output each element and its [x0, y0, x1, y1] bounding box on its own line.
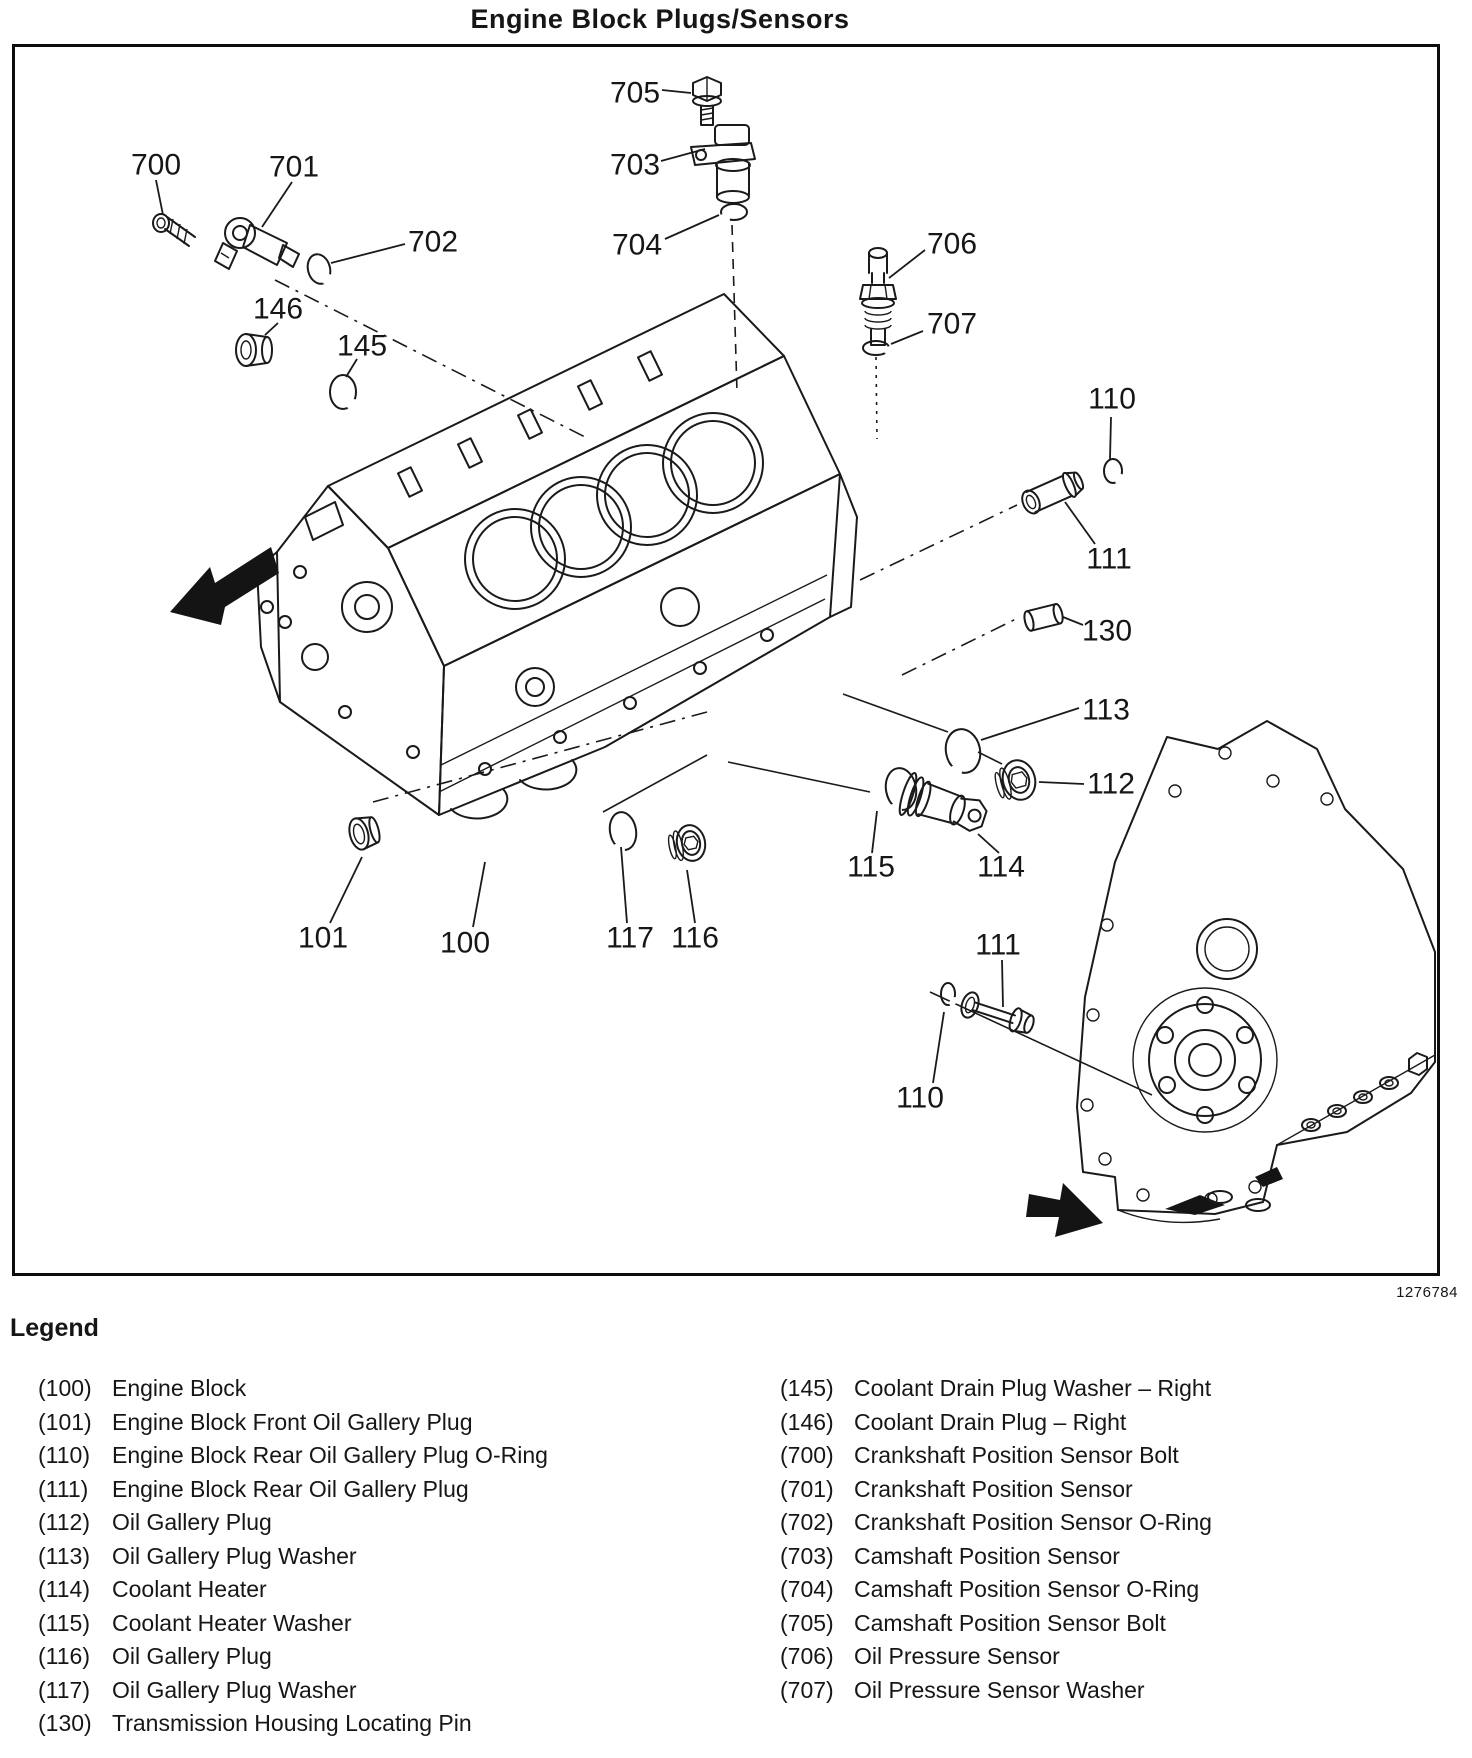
legend-item-name: Oil Gallery Plug: [112, 1509, 272, 1536]
legend-item-name: Engine Block Front Oil Gallery Plug: [112, 1408, 473, 1435]
legend-item-name: Camshaft Position Sensor Bolt: [854, 1609, 1166, 1636]
legend-item-number: (115): [38, 1609, 90, 1636]
part-112-oil-gallery-plug: [992, 757, 1040, 806]
legend-item-117: [38, 1674, 548, 1708]
callout-label-706: 706: [926, 227, 978, 261]
page-title: Engine Block Plugs/Sensors: [470, 4, 850, 34]
callout-leader-115: [872, 811, 877, 853]
legend-item-number: (700): [780, 1442, 834, 1469]
callout-leader-111: [1002, 960, 1003, 1007]
legend-item-name: Engine Block Rear Oil Gallery Plug O-Ring: [112, 1442, 548, 1469]
legend-item-name: Crankshaft Position Sensor Bolt: [854, 1442, 1179, 1469]
callout-leader-117: [621, 847, 627, 923]
callout-label-701: 701: [268, 150, 320, 184]
legend-item-130: [38, 1707, 548, 1741]
legend-item-name: Oil Pressure Sensor Washer: [854, 1676, 1145, 1703]
legend-item-number: (706): [780, 1643, 834, 1670]
legend-item-name: Crankshaft Position Sensor: [854, 1475, 1133, 1502]
part-703-camshaft-position-sensor: [691, 125, 755, 203]
part-706-oil-pressure-sensor: [860, 248, 896, 345]
callout-label-111: 111: [975, 928, 1021, 962]
legend-item-name: Coolant Drain Plug – Right: [854, 1408, 1127, 1435]
engine-block-drawing: [257, 294, 857, 818]
callout-leader-100: [473, 862, 485, 927]
legend-item-146: [780, 1406, 1212, 1440]
part-110-o-ring-upper: [1104, 459, 1122, 483]
callout-leader-704: [665, 215, 719, 239]
part-113-oil-gallery-plug-washer: [942, 726, 984, 776]
legend-item-name: Camshaft Position Sensor O-Ring: [854, 1576, 1200, 1603]
legend-item-number: (100): [38, 1375, 92, 1402]
legend-item-110: [38, 1439, 548, 1473]
legend-item-701: [780, 1473, 1212, 1507]
part-705-camshaft-sensor-bolt: [693, 77, 721, 125]
legend-item-704: [780, 1573, 1212, 1607]
part-101-front-oil-gallery-plug: [346, 813, 382, 851]
part-117-oil-gallery-plug-washer: [607, 810, 639, 852]
legend-item-name: Coolant Heater: [112, 1576, 267, 1603]
callout-label-116: 116: [671, 921, 719, 955]
legend-item-number: (113): [38, 1542, 90, 1569]
legend-item-707: [780, 1674, 1212, 1708]
legend-item-number: (703): [780, 1542, 834, 1569]
legend-item-number: (146): [780, 1408, 834, 1435]
callout-label-100: 100: [439, 926, 491, 960]
legend-item-number: (111): [38, 1475, 89, 1502]
callout-leader-130: [1063, 617, 1083, 625]
legend-item-number: (145): [780, 1375, 834, 1402]
callout-leader-110: [933, 1012, 944, 1083]
callout-label-110: 110: [896, 1081, 944, 1115]
legend-item-113: [38, 1540, 548, 1574]
callout-label-702: 702: [407, 225, 459, 259]
legend-item-number: (114): [38, 1576, 90, 1603]
legend-item-name: Camshaft Position Sensor: [854, 1542, 1120, 1569]
part-145-coolant-drain-plug-washer: [330, 375, 356, 409]
callout-leader-706: [889, 250, 925, 278]
callout-leader-101: [330, 857, 362, 923]
legend-item-114: [38, 1573, 548, 1607]
part-702-o-ring: [304, 252, 333, 287]
callout-label-700: 700: [130, 148, 182, 182]
legend-item-name: Engine Block: [112, 1375, 247, 1402]
legend-item-number: (702): [780, 1509, 834, 1536]
legend-item-number: (101): [38, 1408, 92, 1435]
legend-item-name: Coolant Heater Washer: [112, 1609, 352, 1636]
rear-direction-arrow: [1026, 1183, 1103, 1237]
legend-item-number: (130): [38, 1710, 92, 1737]
callout-layer: [131, 77, 1136, 1115]
callout-label-707: 707: [926, 307, 978, 341]
callout-label-115: 115: [847, 850, 895, 884]
legend-item-number: (112): [38, 1509, 90, 1536]
legend-item-name: Crankshaft Position Sensor O-Ring: [854, 1509, 1212, 1536]
part-116-oil-gallery-plug: [666, 822, 709, 865]
legend-item-name: Oil Gallery Plug Washer: [112, 1676, 357, 1703]
legend-item-name: Engine Block Rear Oil Gallery Plug: [112, 1475, 469, 1502]
part-111-rear-oil-gallery-plug-lower: [958, 990, 1036, 1038]
legend-item-115: [38, 1607, 548, 1641]
part-111-rear-oil-gallery-plug-upper: [1018, 468, 1086, 517]
legend-item-101: [38, 1406, 548, 1440]
callout-leader-702: [331, 244, 405, 263]
legend-item-number: (117): [38, 1676, 90, 1703]
part-707-oil-pressure-sensor-washer: [863, 341, 890, 355]
callout-label-703: 703: [609, 148, 661, 182]
callout-label-130: 130: [1081, 614, 1133, 648]
legend-item-name: Oil Gallery Plug Washer: [112, 1542, 357, 1569]
callout-label-111: 111: [1086, 542, 1132, 576]
part-130-locating-pin: [1023, 603, 1065, 632]
legend-column-right: [780, 1372, 1212, 1707]
legend-item-703: [780, 1540, 1212, 1574]
legend-item-number: (110): [38, 1442, 90, 1469]
part-704-o-ring: [721, 204, 747, 220]
callout-leader-707: [891, 331, 923, 344]
callout-leader-705: [662, 90, 691, 93]
figure-number: 1276784: [1396, 1284, 1458, 1301]
callout-label-110: 110: [1088, 382, 1136, 416]
callout-leader-113: [981, 708, 1079, 740]
engine-diagram: [15, 47, 1437, 1273]
callout-label-113: 113: [1082, 693, 1130, 727]
callout-leader-700: [156, 180, 163, 215]
legend-item-number: (704): [780, 1576, 834, 1603]
legend-item-706: [780, 1640, 1212, 1674]
diagram-frame: [12, 44, 1440, 1276]
legend-heading: Legend: [10, 1314, 99, 1342]
legend-item-100: [38, 1372, 548, 1406]
callout-label-112: 112: [1087, 767, 1135, 801]
legend-item-145: [780, 1372, 1212, 1406]
part-700-crankshaft-sensor-bolt: [153, 214, 195, 246]
legend-item-number: (116): [38, 1643, 90, 1670]
front-direction-arrow: [170, 547, 279, 625]
axis-lines: [275, 225, 1152, 1095]
callout-label-705: 705: [609, 76, 661, 110]
callout-label-145: 145: [336, 329, 388, 363]
legend-item-name: Coolant Drain Plug Washer – Right: [854, 1375, 1212, 1402]
legend-item-112: [38, 1506, 548, 1540]
legend-item-number: (707): [780, 1676, 834, 1703]
callout-label-704: 704: [611, 228, 663, 262]
legend-item-702: [780, 1506, 1212, 1540]
legend-item-111: [38, 1473, 548, 1507]
callout-leader-701: [262, 182, 292, 227]
callout-label-114: 114: [977, 850, 1025, 884]
legend-item-number: (705): [780, 1609, 834, 1636]
legend-item-name: Oil Gallery Plug: [112, 1643, 272, 1670]
legend-item-name: Oil Pressure Sensor: [854, 1643, 1060, 1670]
callout-leader-116: [687, 870, 695, 923]
legend-item-name: Transmission Housing Locating Pin: [112, 1710, 472, 1737]
callout-label-101: 101: [297, 921, 349, 955]
callout-leader-112: [1039, 782, 1084, 784]
legend-item-116: [38, 1640, 548, 1674]
callout-leader-111: [1065, 502, 1095, 544]
legend-column-left: [38, 1372, 548, 1741]
callout-label-146: 146: [252, 292, 304, 326]
legend-item-700: [780, 1439, 1212, 1473]
legend-item-705: [780, 1607, 1212, 1641]
legend-item-number: (701): [780, 1475, 834, 1502]
part-110-o-ring-lower: [941, 983, 955, 1005]
callout-leader-110: [1110, 417, 1111, 459]
part-701-crankshaft-position-sensor: [215, 218, 299, 269]
part-146-coolant-drain-plug: [236, 334, 272, 366]
callout-label-117: 117: [606, 921, 654, 955]
